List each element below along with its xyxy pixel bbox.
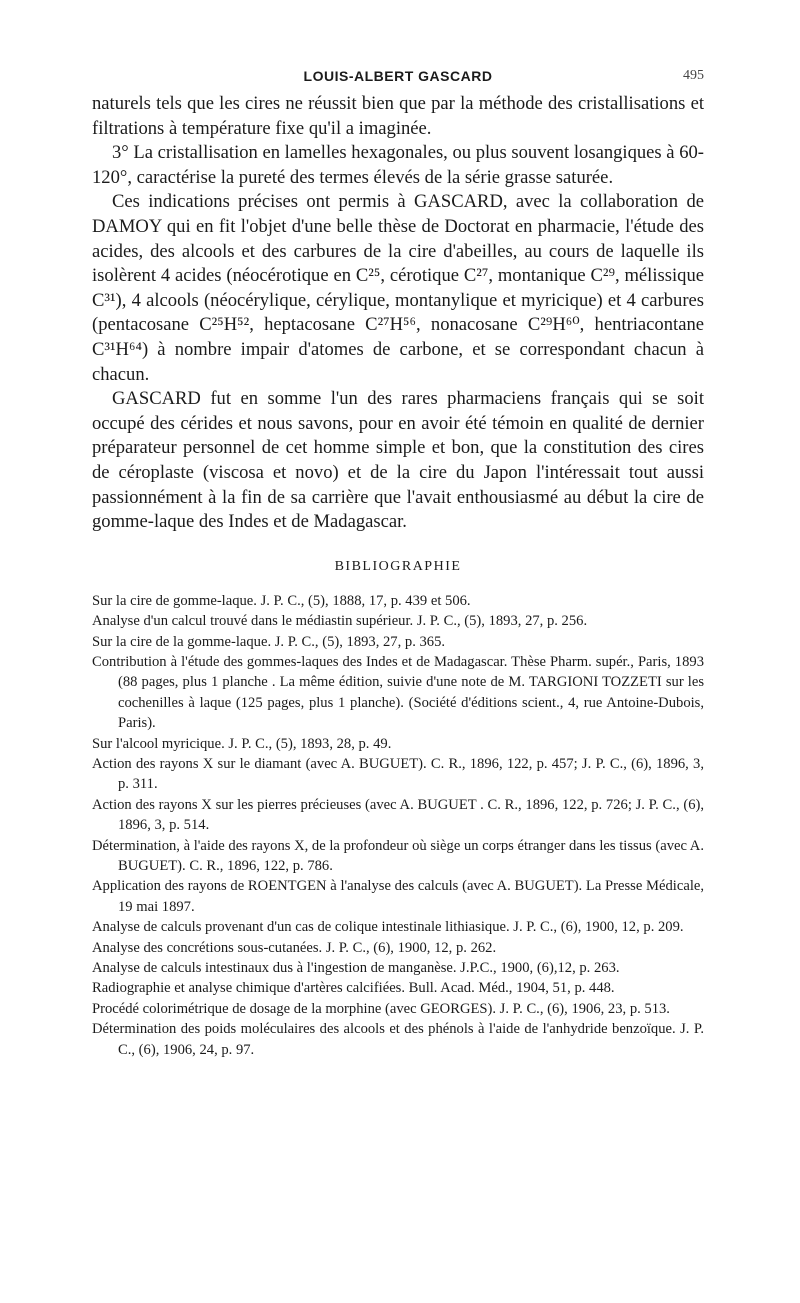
paragraph: naturels tels que les cires ne réussit bien que par la méthode des cristallisations et filtrations à température fixe qu'il a imaginée. (92, 93, 704, 139)
bibliography-entry: Sur la cire de gomme-laque. J. P. C., (5), 1888, 17, p. 439 et 506. (92, 592, 471, 609)
bibliography-entry: Application des rayons de ROENTGEN à l'analyse des calculs (avec A. BUGUET). La Presse Médicale, 19 mai 1897. (92, 878, 704, 915)
bibliography-entry: Analyse d'un calcul trouvé dans le médiastin supérieur. J. P. C., (5), 1893, 27, p. 256. (92, 613, 588, 630)
paragraph: 3° La cristallisation en lamelles hexagonales, ou plus souvent losangiques à 60-120°, caractérise la pureté des termes élevés de la série grasse saturée. (92, 142, 704, 188)
bibliography-list (92, 591, 704, 1060)
running-head: LOUIS-ALBERT GASCARD (303, 68, 493, 84)
bibliography-entry: Contribution à l'étude des gommes-laques des Indes et de Madagascar. Thèse Pharm. supér., Paris, 1893 (88 pages, plus 1 planche . La même édition, suivie d'une note de M. TARGIONI TOZZETI sur les cochenilles à laque (125 pages, plus 1 planche). (Société d'éditions scient., 4, rue Antoine-Dubois, Paris). (92, 653, 704, 732)
page-number: 495 (683, 68, 704, 83)
bibliography-entry: Sur l'alcool myricique. J. P. C., (5), 1893, 28, p. 49. (92, 735, 392, 752)
bibliography-entry: Détermination des poids moléculaires des alcools et des phénols à l'aide de l'anhydride benzoïque. J. P. C., (6), 1906, 24, p. 97. (92, 1021, 704, 1058)
page-header (92, 60, 704, 84)
body-text (92, 92, 704, 535)
bibliography-entry: Détermination, à l'aide des rayons X, de la profondeur où siège un corps étranger dans les tissus (avec A. BUGUET). C. R., 1896, 122, p. 786. (92, 837, 704, 874)
paragraph: Ces indications précises ont permis à GASCARD, avec la collaboration de DAMOY qui en fit l'objet d'une belle thèse de Doctorat en pharmacie, l'étude des acides, des alcools et des carbures de la cire d'abeilles, au cours de laquelle ils isolèrent 4 acides (néocérotique en C²⁵, cérotique C²⁷, montanique C²⁹, mélissique C³¹), 4 alcools (néocérylique, cérylique, montanylique et myricique) et 4 carbures (pentacosane C²⁵H⁵², heptacosane C²⁷H⁵⁶, nonacosane C²⁹H⁶⁰, hentriacontane C³¹H⁶⁴) à nombre impair d'atomes de carbone, et se correspondant chacun à chacun. (92, 191, 704, 385)
bibliography-entry: Action des rayons X sur les pierres précieuses (avec A. BUGUET . C. R., 1896, 122, p. 726; J. P. C., (6), 1896, 3, p. 514. (92, 796, 704, 834)
bibliography-entry: Radiographie et analyse chimique d'artères calcifiées. Bull. Acad. Méd., 1904, 51, p. 448. (92, 980, 615, 997)
page (92, 60, 704, 1060)
bibliography-entry: Analyse des concrétions sous-cutanées. J. P. C., (6), 1900, 12, p. 262. (92, 939, 497, 956)
bibliography-entry: Sur la cire de la gomme-laque. J. P. C., (5), 1893, 27, p. 365. (92, 633, 446, 650)
bibliography-entry: Analyse de calculs intestinaux dus à l'ingestion de manganèse. J.P.C., 1900, (6),12, p. 263. (92, 960, 620, 976)
bibliography-entry: Action des rayons X sur le diamant (avec A. BUGUET). C. R., 1896, 122, p. 457; J. P. C., (6), 1896, 3, p. 311. (92, 755, 704, 793)
bibliography-entry: Analyse de calculs provenant d'un cas de colique intestinale lithiasique. J. P. C., (6), 1900, 12, p. 209. (92, 919, 684, 936)
bibliography-entry: Procédé colorimétrique de dosage de la morphine (avec GEORGES). J. P. C., (6), 1906, 23, p. 513. (92, 1000, 670, 1017)
bibliography-title: BIBLIOGRAPHIE (334, 558, 462, 574)
paragraph: GASCARD fut en somme l'un des rares pharmaciens français qui se soit occupé des cérides et nous savons, pour en avoir été témoin en qualité de dernier préparateur personnel de cet homme simple et bon, que la constitution des cires de céroplaste (viscosa et novo) et de la cire du Japon l'intéressait tout aussi passionnément à la fin de sa carrière que l'avait enthousiasmé au début la cire de gomme-laque des Indes et de Madagascar. (92, 388, 704, 533)
